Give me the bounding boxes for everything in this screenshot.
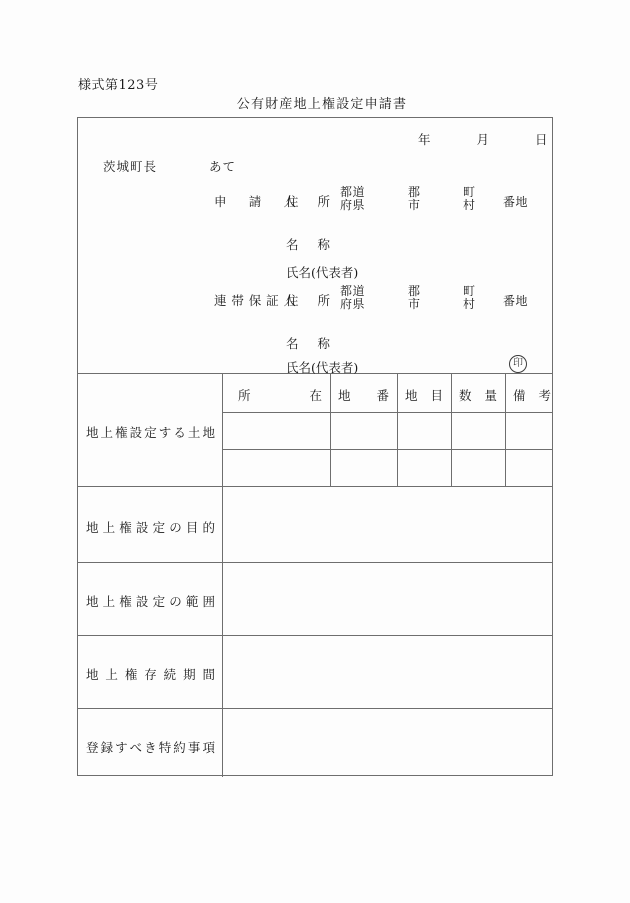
- column-header-location: 所在: [238, 388, 322, 403]
- table-row[interactable]: [223, 412, 554, 449]
- applicant-banchi-label: 番地: [503, 195, 529, 209]
- column-header-land-category: 地目: [405, 388, 443, 403]
- guarantor-town-label: [463, 285, 476, 310]
- column-header-remarks: 備考: [513, 388, 551, 403]
- guarantor-prefecture-label: [340, 285, 365, 310]
- applicant-district-top: 郡: [408, 185, 421, 199]
- applicant-town-bottom: 村: [463, 197, 476, 212]
- applicant-name-label: 名称: [286, 237, 330, 252]
- applicant-address-label: 住所: [286, 194, 330, 209]
- applicant-role-label: 申請人: [214, 194, 296, 209]
- application-form: [77, 117, 553, 776]
- guarantor-address-label: 住所: [286, 293, 330, 308]
- guarantor-banchi-label: 番地: [503, 294, 529, 308]
- date-day-label: 日: [534, 132, 548, 147]
- guarantor-representative-label: 氏名(代表者): [286, 360, 359, 375]
- applicant-district-label: [408, 186, 421, 211]
- applicant-representative-label: 氏名(代表者): [286, 265, 359, 280]
- guarantor-district-label: [408, 285, 421, 310]
- guarantor-name-label: 名称: [286, 336, 330, 351]
- guarantor-prefecture-bottom: 府県: [340, 296, 366, 311]
- row-value-special-terms[interactable]: [223, 708, 554, 777]
- details-table: [78, 374, 552, 777]
- date-month-label: 月: [476, 132, 490, 147]
- page-title: 公有財産地上権設定申請書: [236, 97, 408, 112]
- row-value-scope[interactable]: [223, 562, 554, 635]
- seal-icon: 印: [509, 355, 527, 373]
- column-header-lot-number: 地番: [338, 388, 389, 403]
- date-year-label: 年: [418, 132, 432, 147]
- guarantor-prefecture-top: 都道: [340, 284, 366, 298]
- table-row[interactable]: [223, 449, 554, 486]
- applicant-town-top: 町: [463, 185, 476, 199]
- guarantor-town-bottom: 村: [463, 296, 476, 311]
- date-line: [418, 130, 548, 148]
- row-label-purpose: 地上権設定の目的: [86, 520, 215, 535]
- row-value-purpose[interactable]: [223, 486, 554, 562]
- applicant-town-label: [463, 186, 476, 211]
- applicant-prefecture-label: [340, 186, 365, 211]
- guarantor-role-label: 連帯保証人: [214, 293, 296, 308]
- applicant-prefecture-top: 都道: [340, 185, 366, 199]
- parties-section: [78, 118, 552, 374]
- guarantor-district-bottom: 市: [408, 296, 421, 311]
- form-number: 様式第123号: [78, 78, 159, 93]
- guarantor-town-top: 町: [463, 284, 476, 298]
- row-label-scope: 地上権設定の範囲: [86, 594, 215, 609]
- addressee: [103, 157, 236, 175]
- addressee-suffix: あて: [209, 159, 237, 174]
- row-label-duration: 地上権存続期間: [86, 667, 215, 682]
- column-header-quantity: 数量: [459, 388, 497, 403]
- applicant-district-bottom: 市: [408, 197, 421, 212]
- applicant-prefecture-bottom: 府県: [340, 197, 366, 212]
- guarantor-district-top: 郡: [408, 284, 421, 298]
- row-label-special-terms: 登録すべき特約事項: [86, 740, 215, 755]
- row-value-duration[interactable]: [223, 635, 554, 708]
- addressee-name: 茨城町長: [103, 159, 158, 174]
- row-label-land: 地上権設定する土地: [86, 425, 215, 440]
